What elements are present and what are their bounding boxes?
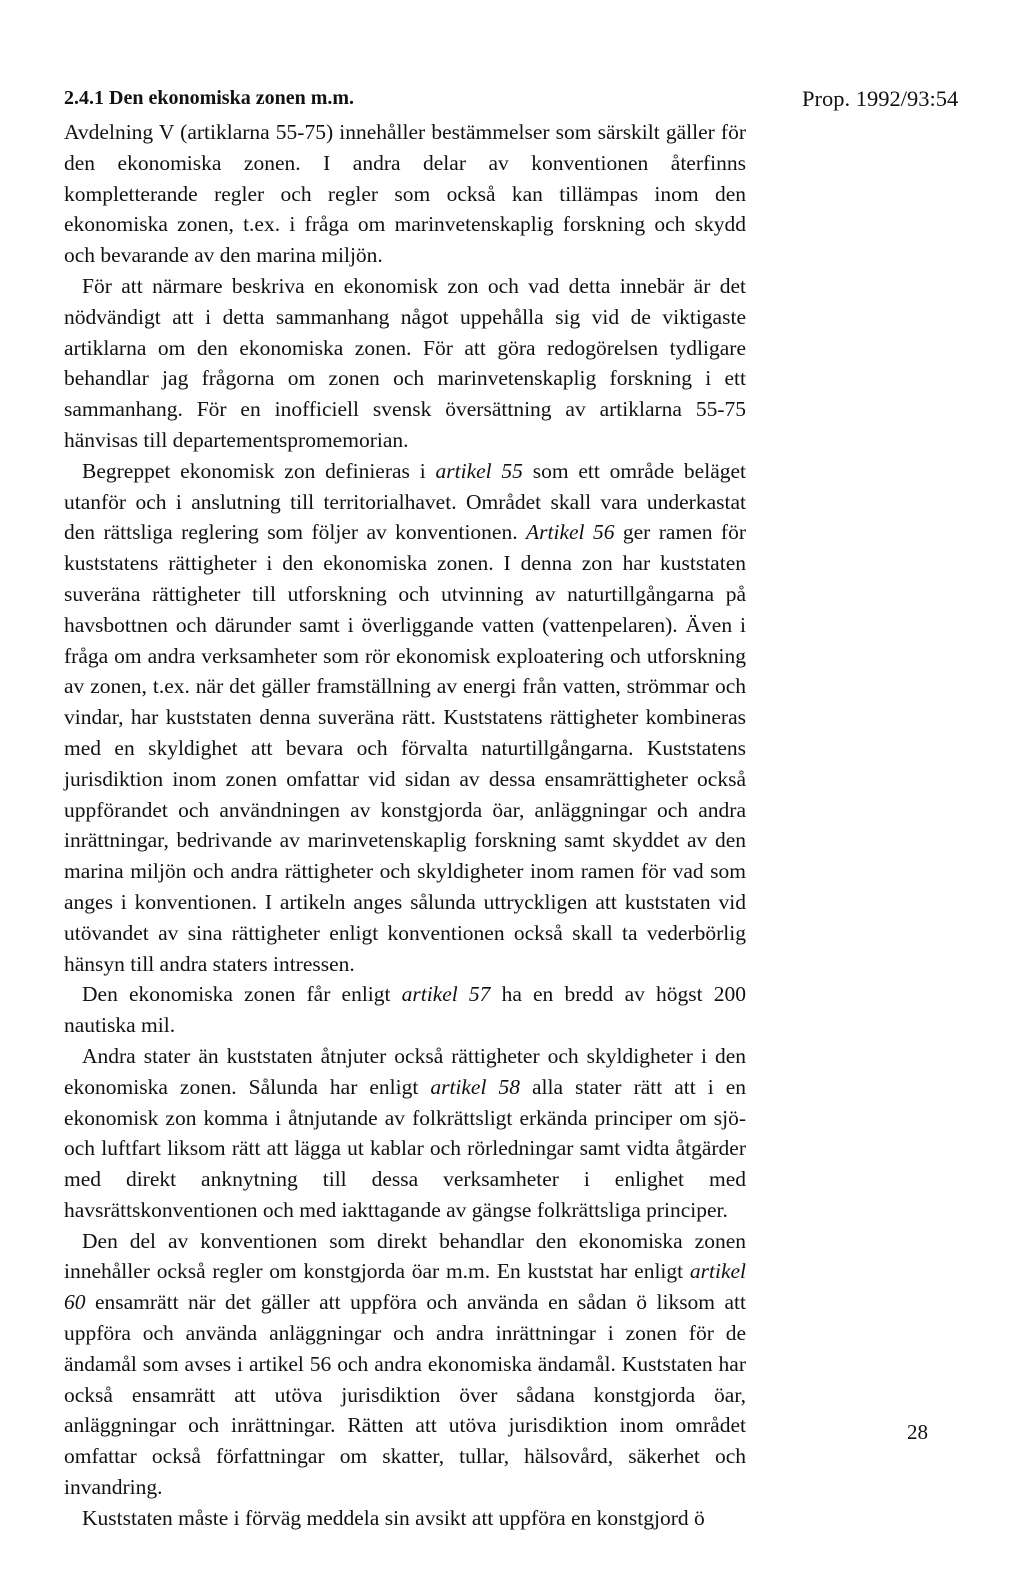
paragraph xyxy=(64,117,746,271)
prop-reference: Prop. 1992/93:54 xyxy=(802,86,959,111)
paragraph-text: Begreppet ekonomisk zon definieras i xyxy=(82,458,436,483)
article-reference: artikel 55 xyxy=(435,458,523,483)
paragraph xyxy=(64,1226,746,1503)
paragraph-text: Andra stater än kuststaten åtnjuter också rättigheter och skyldigheter i den ekonomiska zonen. Sålunda har enligt xyxy=(64,1043,746,1099)
paragraph-text: Den del av konventionen som direkt behandlar den ekonomiska zonen innehåller också regler om konstgjorda öar m.m. En kuststat har enligt xyxy=(64,1228,746,1284)
paragraph-text: ensamrätt när det gäller att uppföra och använda en sådan ö liksom att uppföra och använda anläggningar och andra inrättningar i zonen för de ändamål som avses i artikel 56 och andra ekonomiska ändamål. Kuststaten har också ensamrätt att utöva jurisdiktion över sådana konstgjorda öar, anläggningar och inrättningar. Rätten att utöva jurisdiktion inom området omfattar också författningar om skatter, tullar, hälsovård, säkerhet och invandring. xyxy=(64,1290,746,1500)
paragraph-text: För att närmare beskriva en ekonomisk zon och vad detta innebär är det nödvändigt att i detta sammanhang något uppehålla sig vid de viktigaste artiklarna om den ekonomiska zonen. För att göra redogörelsen tydligare behandlar jag frågorna om zonen och marinvetenskaplig forskning i ett sammanhang. För en inofficiell svensk översättning av artiklarna 55-75 hänvisas till departementspromemorian. xyxy=(64,273,746,452)
paragraph xyxy=(64,456,746,980)
paragraph-text: som ett område beläget utanför och i anslutning till territorialhavet. Området skall vara underkastat den rättsliga reglering som följer av konventionen. xyxy=(64,458,747,545)
paragraph xyxy=(64,979,746,1041)
article-reference: Artikel 56 xyxy=(526,520,615,545)
section-heading: 2.4.1 Den ekonomiska zonen m.m. xyxy=(64,87,355,109)
paragraph-text: alla stater rätt att i en ekonomisk zon komma i åtnjutande av folkrättsligt erkända principer om sjö- och luftfart liksom rätt att lägga ut kablar och rörledningar samt vidta åtgärder med direkt anknytning till dessa verksamheter i enlighet med havsrättskonventionen och med iakttagande av gängse folkrättsliga principer. xyxy=(64,1074,747,1222)
paragraph-text: ger ramen för kuststatens rättigheter i den ekonomiska zonen. I denna zon har kuststaten suveräna rättigheter till utforskning och utvinning av naturtillgångarna på havsbottnen och därunder samt i överliggande vatten (vattenpelaren). Även i fråga om andra verksamheter som rör ekonomisk exploatering och utforskning av zonen, t.ex. när det gäller framställning av energi från vatten, strömmar och vindar, har kuststaten denna suveräna rätt. Kuststatens rättigheter kombineras med en skyldighet att bevara och förvalta naturtillgångarna. Kuststatens jurisdiktion inom zonen omfattar vid sidan av dessa ensamrättigheter också uppförandet och användningen av konstgjorda öar, anläggningar och andra inrättningar, bedrivande av marinvetenskaplig forskning samt skyddet av den marina miljön och andra rättigheter och skyldigheter inom ramen för vad som anges i konventionen. I artikeln anges sålunda uttryckligen att kuststaten vid utövandet av sina rättigheter enligt konventionen också skall ta vederbörlig hänsyn till andra staters intressen. xyxy=(64,520,746,976)
article-reference: artikel 58 xyxy=(430,1074,520,1099)
paragraph-text: Kuststaten måste i förväg meddela sin avsikt att uppföra en konstgjord ö xyxy=(82,1505,705,1530)
paragraph-text: Avdelning V (artiklarna 55-75) innehåller bestämmelser som särskilt gäller för den ekonomiska zonen. I andra delar av konventionen återfinns kompletterande regler och regler som också kan tillämpas inom den ekonomiska zonen, t.ex. i fråga om marinvetenskaplig forskning och skydd och bevarande av den marina miljön. xyxy=(64,120,746,268)
page-number: 28 xyxy=(907,1420,928,1444)
paragraph-text: ha en bredd av högst 200 nautiska mil. xyxy=(64,982,746,1038)
paragraph xyxy=(64,271,746,456)
body-text xyxy=(64,117,746,1534)
article-reference: artikel 60 xyxy=(64,1259,746,1315)
paragraph xyxy=(64,1041,746,1226)
article-reference: artikel 57 xyxy=(401,982,491,1007)
paragraph-text: Den ekonomiska zonen får enligt xyxy=(82,982,402,1007)
paragraph xyxy=(64,1503,746,1534)
